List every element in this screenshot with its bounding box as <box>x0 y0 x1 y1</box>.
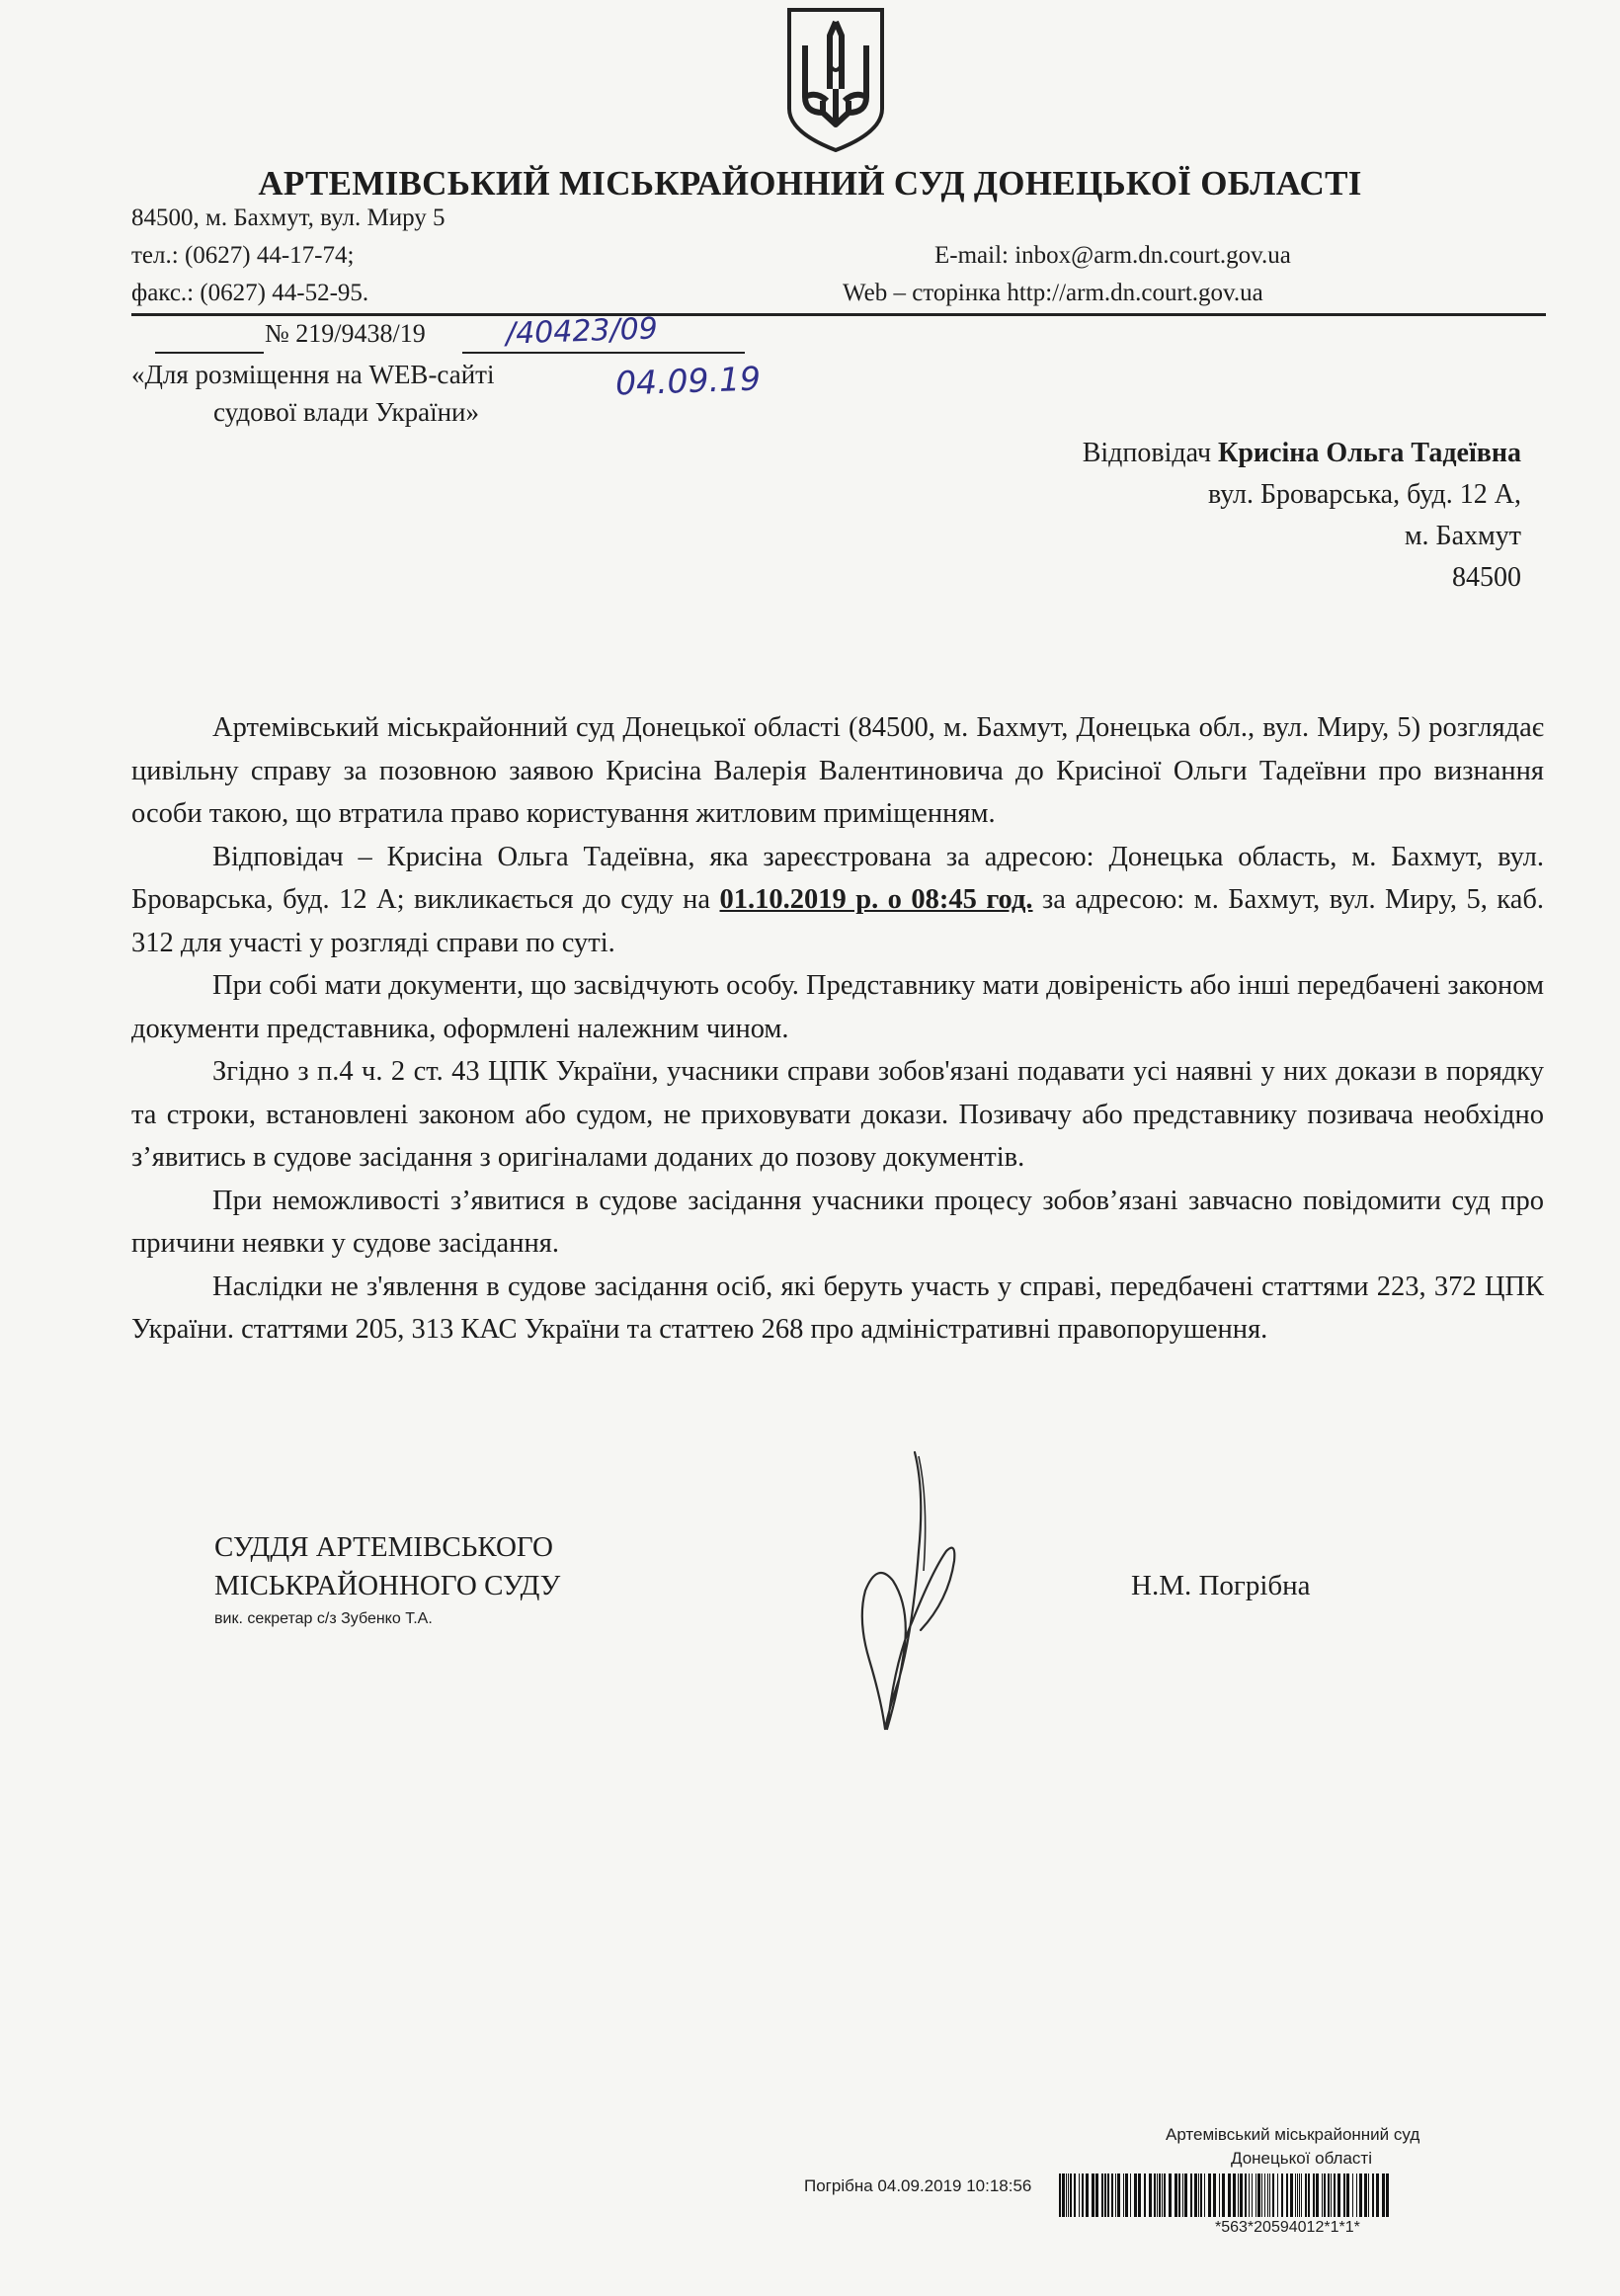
barcode-bar <box>1295 2173 1296 2217</box>
barcode-bar <box>1372 2173 1374 2217</box>
barcode-bar <box>1331 2173 1332 2217</box>
coat-of-arms-icon <box>783 6 888 152</box>
recipient-name: Крисіна Ольга Тадеївна <box>1218 438 1521 468</box>
barcode-bar <box>1169 2173 1172 2217</box>
barcode-bar <box>1079 2173 1080 2217</box>
barcode-bar <box>1328 2173 1330 2217</box>
barcode-bar <box>1138 2173 1141 2217</box>
reg-number-underline <box>462 352 745 354</box>
barcode-bar <box>1154 2173 1156 2217</box>
barcode-bar <box>1219 2173 1220 2217</box>
barcode-bar <box>1290 2173 1293 2217</box>
barcode-bar <box>1343 2173 1345 2217</box>
p2-text-before: Відповідач – Крисіна Ольга Тадеївна, яка зареєстрована за адресою: Донецька область, м. Бахмут, вул. Броварська, буд. 12 А; викликається до суду на <box>131 841 1544 915</box>
p2-text-after: за адресою: м. Бахмут, вул. Миру, 5, каб. 312 для участі у розгляді справи по суті. <box>131 884 1544 958</box>
barcode-bar <box>1111 2173 1113 2217</box>
reg-blank-line <box>155 352 264 354</box>
barcode-bar <box>1305 2173 1307 2217</box>
barcode-bar <box>1346 2173 1349 2217</box>
handwritten-incoming-number: /40423/09 <box>505 311 659 352</box>
barcode-bar <box>1182 2173 1183 2217</box>
barcode-bar <box>1117 2173 1120 2217</box>
barcode-bar <box>1233 2173 1236 2217</box>
barcode-bar <box>1174 2173 1177 2217</box>
stamp-court-line-2: Донецької області <box>1231 2149 1372 2168</box>
barcode-bar <box>1386 2173 1389 2217</box>
purpose-line-1: «Для розміщення на WEB-сайті <box>131 360 495 389</box>
barcode-bar <box>1286 2173 1288 2217</box>
barcode-bar <box>1107 2173 1109 2217</box>
barcode-bar <box>1086 2173 1089 2217</box>
barcode-bar <box>1125 2173 1128 2217</box>
barcode-bar <box>1264 2173 1265 2217</box>
barcode-bar <box>1245 2173 1247 2217</box>
body-paragraph-2 <box>131 836 1544 965</box>
barcode-bar <box>1198 2173 1199 2217</box>
recipient-city: м. Бахмут <box>1404 521 1521 551</box>
barcode-bar <box>1281 2173 1283 2217</box>
court-address: 84500, м. Бахмут, вул. Миру 5 <box>131 205 446 231</box>
barcode-bar <box>1178 2173 1180 2217</box>
barcode-bar <box>1382 2173 1385 2217</box>
barcode-bar <box>1297 2173 1298 2217</box>
barcode-text: *563*20594012*1*1* <box>1215 2219 1360 2236</box>
court-web: Web – сторінка http://arm.dn.court.gov.ua <box>843 280 1263 306</box>
barcode-icon <box>1059 2173 1390 2217</box>
court-fax: факс.: (0627) 44-52-95. <box>131 280 369 306</box>
judge-name: Н.М. Погрібна <box>1131 1570 1311 1601</box>
barcode-bar <box>1062 2173 1065 2217</box>
hearing-datetime: 01.10.2019 р. о 08:45 год. <box>719 884 1033 915</box>
barcode-bar <box>1301 2173 1302 2217</box>
barcode-bar <box>1213 2173 1216 2217</box>
barcode-bar <box>1162 2173 1163 2217</box>
barcode-bar <box>1200 2173 1202 2217</box>
barcode-bar <box>1194 2173 1197 2217</box>
barcode-bar <box>1240 2173 1243 2217</box>
barcode-bar <box>1364 2173 1367 2217</box>
body-paragraph-5: При неможливості з’явитися в судове засідання учасники процесу зобов’язані завчасно повідомити суд про причини неявки у судове засідання. <box>131 1185 1544 1259</box>
barcode-bar <box>1269 2173 1270 2217</box>
registration-number: № 219/9438/19 <box>265 319 426 348</box>
barcode-bar <box>1134 2173 1137 2217</box>
barcode-bar <box>1070 2173 1072 2217</box>
stamp-court-line-1: Артемівський міськрайонний суд <box>1166 2125 1420 2144</box>
purpose-line-2: судової влади України» <box>213 397 480 427</box>
barcode-bar <box>1095 2173 1098 2217</box>
barcode-bar <box>1272 2173 1274 2217</box>
barcode-bar <box>1104 2173 1106 2217</box>
barcode-bar <box>1144 2173 1146 2217</box>
barcode-bar <box>1222 2173 1225 2217</box>
barcode-bar <box>1359 2173 1362 2217</box>
secretary-note: вик. секретар с/з Зубенко Т.А. <box>214 1610 433 1627</box>
court-phone: тел.: (0627) 44-17-74; <box>131 242 355 269</box>
barcode-bar <box>1101 2173 1103 2217</box>
barcode-bar <box>1130 2173 1131 2217</box>
barcode-bar <box>1337 2173 1340 2217</box>
barcode-bar <box>1208 2173 1211 2217</box>
judge-title-line-2: МІСЬКРАЙОННОГО СУДУ <box>214 1570 561 1601</box>
barcode-bar <box>1123 2173 1124 2217</box>
recipient-role: Відповідач <box>1082 438 1212 468</box>
barcode-bar <box>1322 2173 1323 2217</box>
barcode-bar <box>1238 2173 1239 2217</box>
barcode-bar <box>1376 2173 1379 2217</box>
body-paragraph-1: Артемівський міськрайонний суд Донецької області (84500, м. Бахмут, Донецька обл., вул. Миру, 5) розглядає цивільну справу за позовною заявою Крисіна Валерія Валентиновича до Крисіної Ольги Тадеївни про визнання особи такою, що втратила право користування житловим приміщенням. <box>131 712 1544 829</box>
letterhead-divider <box>131 313 1546 316</box>
barcode-bar <box>1068 2173 1069 2217</box>
barcode-bar <box>1066 2173 1067 2217</box>
court-email: E-mail: inbox@arm.dn.court.gov.ua <box>934 242 1291 269</box>
barcode-bar <box>1299 2173 1300 2217</box>
barcode-bar <box>1190 2173 1192 2217</box>
barcode-bar <box>1316 2173 1319 2217</box>
barcode-bar <box>1352 2173 1353 2217</box>
barcode-bar <box>1261 2173 1262 2217</box>
barcode-bar <box>1267 2173 1268 2217</box>
signature-icon <box>830 1433 1027 1759</box>
body-paragraph-3: При собі мати документи, що засвідчують особу. Представнику мати довіреність або інші передбачені законом документи представника, оформлені належним чином. <box>131 970 1544 1044</box>
barcode-bar <box>1157 2173 1158 2217</box>
letter-body <box>131 706 1544 1352</box>
court-title: АРТЕМІВСЬКИЙ МІСЬКРАЙОННИЙ СУД ДОНЕЦЬКОЇ ОБЛАСТІ <box>258 164 1362 203</box>
barcode-bar <box>1149 2173 1152 2217</box>
barcode-bar <box>1059 2173 1061 2217</box>
stamp-timestamp: Погрібна 04.09.2019 10:18:56 <box>804 2176 1032 2195</box>
barcode-bar <box>1277 2173 1278 2217</box>
barcode-bar <box>1159 2173 1161 2217</box>
barcode-bar <box>1334 2173 1336 2217</box>
barcode-bar <box>1184 2173 1187 2217</box>
body-paragraph-4: Згідно з п.4 ч. 2 ст. 43 ЦПК України, учасники справи зобов'язані подавати усі наявні у них докази в порядку та строки, встановлені законом або судом, не приховувати докази. Позивачу або представнику позивача необхідно з’явитись в судове засідання з оригіналами доданих до позову документів. <box>131 1056 1544 1173</box>
judge-title-line-1: СУДДЯ АРТЕМІВСЬКОГО <box>214 1531 553 1563</box>
body-paragraph-6: Наслідки не з'явлення в судове засідання осіб, які беруть участь у справі, передбачені статтями 223, 372 ЦПК України. статтями 205, 313 КАС України та статтею 268 про адміністративні правопорушення. <box>131 1271 1544 1345</box>
barcode-bar <box>1164 2173 1166 2217</box>
recipient-line <box>1083 438 1521 469</box>
barcode-bar <box>1313 2173 1315 2217</box>
barcode-bar <box>1252 2173 1253 2217</box>
barcode-bar <box>1249 2173 1250 2217</box>
barcode-bar <box>1204 2173 1205 2217</box>
handwritten-date: 04.09.19 <box>614 359 762 403</box>
barcode-bar <box>1228 2173 1231 2217</box>
barcode-bar <box>1092 2173 1094 2217</box>
barcode-bar <box>1257 2173 1260 2217</box>
barcode-bar <box>1324 2173 1326 2217</box>
barcode-bar <box>1356 2173 1357 2217</box>
barcode-bar <box>1115 2173 1116 2217</box>
barcode-bar <box>1308 2173 1310 2217</box>
recipient-postcode: 84500 <box>1452 562 1521 593</box>
barcode-bar <box>1074 2173 1076 2217</box>
recipient-street: вул. Броварська, буд. 12 А, <box>1207 479 1521 510</box>
barcode-bar <box>1368 2173 1369 2217</box>
barcode-bar <box>1082 2173 1084 2217</box>
